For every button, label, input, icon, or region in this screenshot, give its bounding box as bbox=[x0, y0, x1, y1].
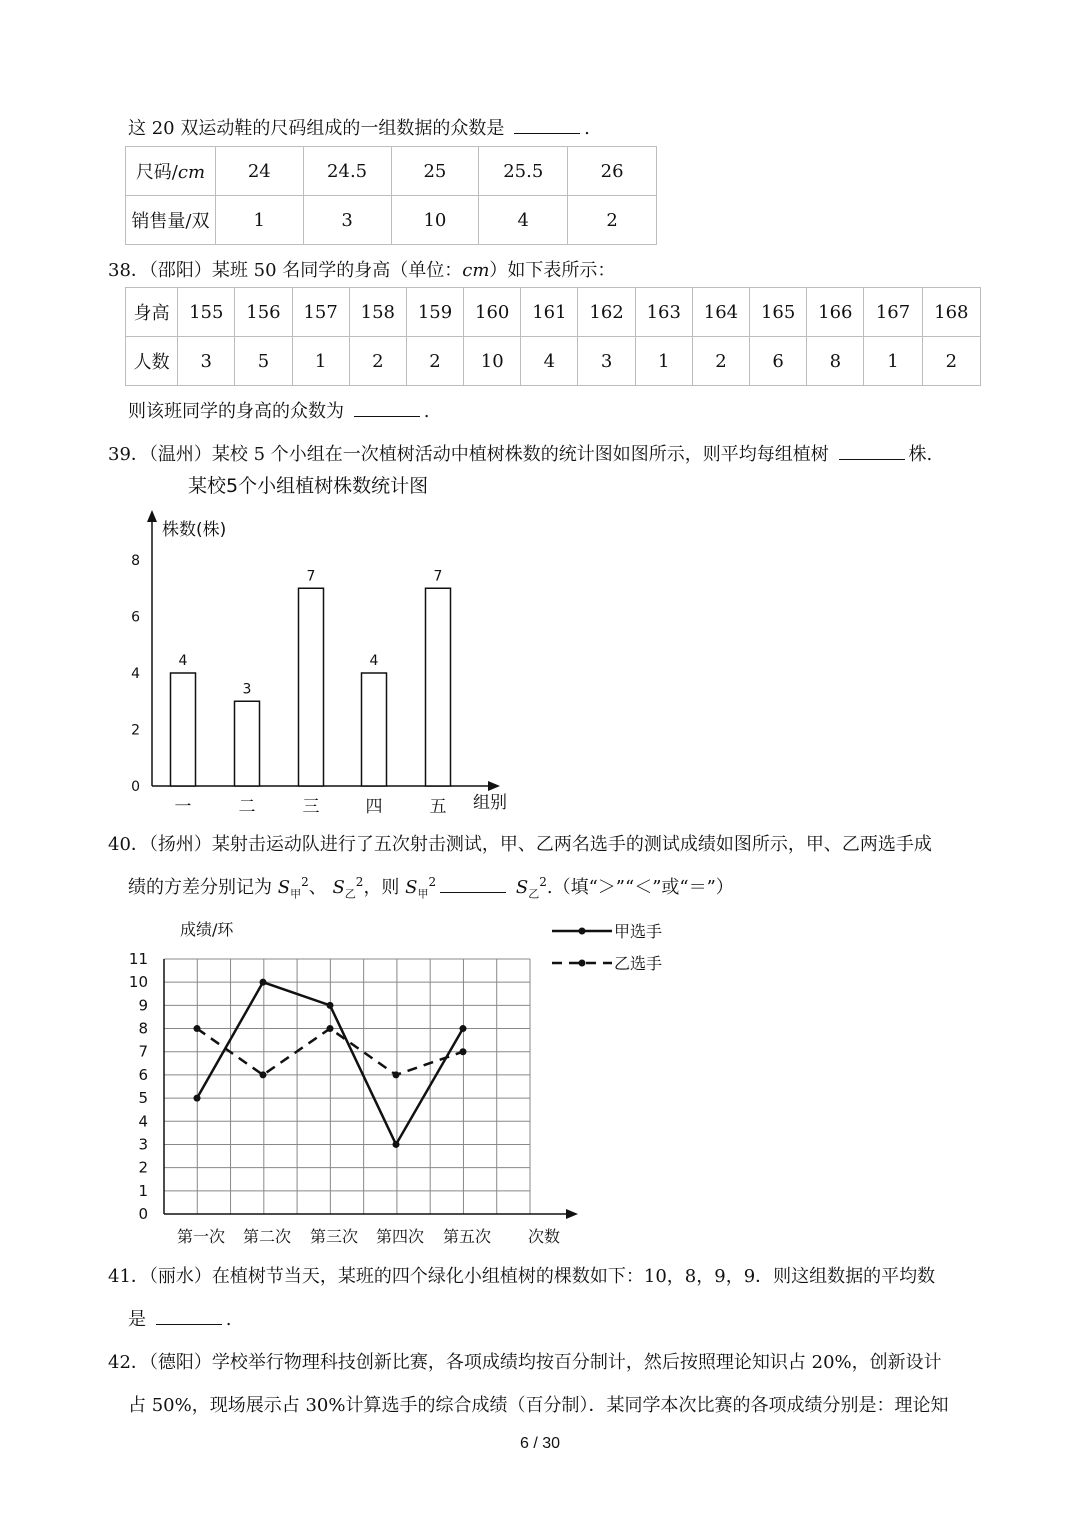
table-cell: 3 bbox=[303, 196, 391, 245]
table-cell: 1 bbox=[864, 337, 922, 386]
bar bbox=[362, 673, 387, 786]
table-cell: 167 bbox=[864, 288, 922, 337]
variance-symbol: S bbox=[277, 877, 291, 898]
table-cell: 24.5 bbox=[303, 147, 391, 196]
bar-value-label: 7 bbox=[306, 568, 316, 585]
tree-planting-bar-chart bbox=[100, 470, 560, 820]
y-tick-label: 11 bbox=[128, 950, 148, 968]
data-point bbox=[327, 1025, 334, 1032]
table-cell: 2 bbox=[406, 337, 463, 386]
q40-instruction: .（填“＞”“＜”或“＝”） bbox=[546, 877, 734, 898]
chart-title: 某校5个小组植树株数统计图 bbox=[188, 475, 429, 497]
q41-answer-blank[interactable] bbox=[156, 1308, 222, 1325]
table-cell: 157 bbox=[292, 288, 349, 337]
table-cell: 1 bbox=[215, 196, 303, 245]
table-cell: 1 bbox=[292, 337, 349, 386]
y-tick-label: 0 bbox=[138, 1205, 148, 1223]
y-tick-label: 6 bbox=[138, 1065, 148, 1084]
y-tick-label: 4 bbox=[138, 1112, 148, 1131]
bar bbox=[426, 588, 451, 786]
q38-unit: cm bbox=[462, 260, 490, 281]
variance-symbol: S bbox=[332, 877, 345, 898]
data-point bbox=[194, 1025, 201, 1032]
q38-text-b: ）如下表所示： bbox=[489, 260, 616, 281]
row-label-size: 尺码/cm bbox=[126, 147, 216, 196]
subscript-jia: 甲 bbox=[417, 887, 429, 901]
table-cell: 161 bbox=[521, 288, 578, 337]
q38-height-table bbox=[125, 287, 981, 386]
table-cell: 2 bbox=[568, 196, 657, 245]
y-tick-label: 1 bbox=[138, 1181, 148, 1200]
q38-question-text bbox=[108, 256, 615, 282]
table-cell: 25.5 bbox=[479, 147, 568, 196]
bar-value-label: 4 bbox=[369, 653, 379, 669]
legend-marker bbox=[579, 928, 586, 935]
table-row bbox=[126, 147, 657, 196]
q39-unit: 株. bbox=[908, 444, 933, 465]
x-tick-label: 第三次 bbox=[309, 1227, 359, 1246]
q37-period: . bbox=[584, 118, 590, 139]
table-row bbox=[126, 337, 981, 386]
q37-shoe-size-table bbox=[125, 146, 657, 245]
y-tick-label: 5 bbox=[138, 1089, 148, 1108]
data-point bbox=[393, 1141, 400, 1148]
variance-symbol: S bbox=[515, 877, 529, 898]
bar-value-label: 4 bbox=[178, 653, 188, 669]
table-cell: 4 bbox=[479, 196, 568, 245]
table-cell: 164 bbox=[692, 288, 749, 337]
table-cell: 2 bbox=[692, 337, 749, 386]
table-cell: 156 bbox=[235, 288, 292, 337]
table-cell: 168 bbox=[922, 288, 980, 337]
y-axis-arrow bbox=[147, 510, 157, 522]
superscript-2: 2 bbox=[355, 875, 364, 889]
data-point bbox=[327, 1002, 334, 1009]
q39-answer-blank[interactable] bbox=[839, 443, 905, 460]
q40-question-line2 bbox=[128, 873, 734, 902]
q42-question-line2: 占 50%，现场展示占 30%计算选手的综合成绩（百分制）．某同学本次比赛的各项成绩分别是：理论知 bbox=[128, 1395, 949, 1416]
table-cell: 3 bbox=[178, 337, 235, 386]
q39-text: 39．（温州）某校 5 个小组在一次植树活动中植树株数的统计图如图所示，则平均每组植树 bbox=[108, 444, 829, 465]
q38-answer-blank[interactable] bbox=[354, 400, 420, 417]
q38-text-a: 38．（邵阳）某班 50 名同学的身高（单位： bbox=[108, 260, 463, 281]
y-tick-label: 2 bbox=[131, 722, 140, 739]
superscript-2: 2 bbox=[301, 875, 309, 889]
table-cell: 1 bbox=[635, 337, 692, 386]
page-number: 6 / 30 bbox=[519, 1435, 561, 1452]
legend-label: 甲选手 bbox=[614, 922, 663, 941]
table-cell: 155 bbox=[178, 288, 235, 337]
shooting-score-line-chart bbox=[100, 910, 700, 1255]
table-cell: 10 bbox=[464, 337, 521, 386]
data-point bbox=[460, 1025, 467, 1032]
y-tick-label: 4 bbox=[131, 666, 140, 682]
q39-question-text bbox=[108, 440, 932, 466]
q38-period: . bbox=[423, 401, 430, 422]
q41-period: . bbox=[225, 1309, 232, 1330]
y-tick-label: 6 bbox=[131, 609, 140, 626]
row-label-count: 人数 bbox=[126, 337, 178, 386]
table-cell: 160 bbox=[464, 288, 521, 337]
x-tick-label: 第五次 bbox=[442, 1227, 492, 1246]
q41-question-line2 bbox=[128, 1305, 231, 1331]
subscript-jia: 甲 bbox=[290, 887, 302, 901]
q38-followup-text bbox=[128, 397, 429, 423]
y-tick-label: 0 bbox=[131, 779, 140, 795]
bar-marks bbox=[171, 568, 451, 817]
x-tick-label: 四 bbox=[365, 797, 383, 817]
table-row bbox=[126, 288, 981, 337]
q37-text: 这 20 双运动鞋的尺码组成的一组数据的众数是 bbox=[128, 118, 505, 139]
table-cell: 4 bbox=[521, 337, 578, 386]
table-cell: 165 bbox=[750, 288, 807, 337]
q41-text: 是 bbox=[128, 1309, 146, 1330]
table-cell: 26 bbox=[568, 147, 657, 196]
q37-answer-blank[interactable] bbox=[514, 117, 580, 134]
table-cell: 163 bbox=[635, 288, 692, 337]
superscript-2: 2 bbox=[539, 875, 547, 889]
data-point bbox=[260, 1071, 267, 1078]
chart-legend bbox=[552, 922, 662, 973]
q40-answer-blank[interactable] bbox=[440, 876, 506, 893]
table-cell: 159 bbox=[406, 288, 463, 337]
y-tick-label: 9 bbox=[138, 996, 148, 1015]
data-point bbox=[460, 1048, 467, 1055]
y-tick-label: 10 bbox=[128, 973, 148, 992]
legend-label: 乙选手 bbox=[614, 954, 663, 973]
x-tick-label: 二 bbox=[238, 797, 256, 817]
table-cell: 25 bbox=[391, 147, 479, 196]
q38-followup: 则该班同学的身高的众数为 bbox=[128, 401, 344, 422]
q41-question-line1: 41．（丽水）在植树节当天，某班的四个绿化小组植树的棵数如下：10，8，9，9．则这组数据的平均数 bbox=[108, 1266, 936, 1287]
table-cell: 162 bbox=[578, 288, 635, 337]
table-cell: 166 bbox=[807, 288, 864, 337]
q37-question-text bbox=[128, 114, 590, 140]
y-tick-label: 8 bbox=[131, 553, 140, 569]
x-tick-label: 一 bbox=[174, 797, 192, 817]
table-cell: 8 bbox=[807, 337, 864, 386]
row-label-sales: 销售量/双 bbox=[126, 196, 216, 245]
x-axis-label: 组别 bbox=[473, 793, 507, 813]
x-tick-label: 第一次 bbox=[176, 1227, 226, 1246]
superscript-2: 2 bbox=[428, 875, 437, 889]
bar-value-label: 7 bbox=[433, 568, 443, 585]
separator: 、 bbox=[308, 877, 327, 898]
y-axis-label: 成绩/环 bbox=[180, 920, 234, 939]
x-axis-arrow bbox=[566, 1209, 578, 1219]
then-text: ，则 bbox=[363, 877, 400, 898]
bar bbox=[171, 673, 196, 786]
table-cell: 24 bbox=[215, 147, 303, 196]
q42-question-line1: 42．（德阳）学校举行物理科技创新比赛，各项成绩均按百分制计，然后按照理论知识占 20%，创新设计 bbox=[108, 1352, 942, 1373]
variance-symbol: S bbox=[405, 877, 418, 898]
data-point bbox=[194, 1095, 201, 1102]
bar bbox=[299, 588, 324, 786]
y-tick-label: 7 bbox=[138, 1042, 148, 1061]
bar-value-label: 3 bbox=[242, 681, 252, 698]
table-cell: 6 bbox=[750, 337, 807, 386]
x-tick-label: 第二次 bbox=[242, 1227, 292, 1246]
x-tick-label: 第四次 bbox=[375, 1227, 425, 1246]
x-tick-label: 五 bbox=[429, 797, 447, 817]
subscript-yi: 乙 bbox=[344, 887, 356, 901]
legend-marker bbox=[579, 960, 586, 967]
data-point bbox=[393, 1071, 400, 1078]
y-tick-label: 3 bbox=[138, 1135, 148, 1154]
table-cell: 2 bbox=[922, 337, 980, 386]
table-cell: 10 bbox=[391, 196, 479, 245]
table-cell: 158 bbox=[349, 288, 406, 337]
q40-text: 绩的方差分别记为 bbox=[128, 877, 272, 898]
q40-question-line1: 40．（扬州）某射击运动队进行了五次射击测试，甲、乙两名选手的测试成绩如图所示，甲、乙两选手成 bbox=[108, 834, 932, 855]
table-cell: 3 bbox=[578, 337, 635, 386]
subscript-yi: 乙 bbox=[528, 887, 540, 901]
x-tick-label: 三 bbox=[302, 797, 320, 817]
bar bbox=[235, 701, 260, 786]
table-cell: 5 bbox=[235, 337, 292, 386]
x-axis-label: 次数 bbox=[528, 1227, 561, 1246]
chart-grid bbox=[164, 959, 530, 1214]
y-tick-label: 8 bbox=[138, 1019, 148, 1038]
x-axis-arrow bbox=[488, 781, 500, 791]
y-tick-label: 2 bbox=[138, 1158, 148, 1177]
table-row bbox=[126, 196, 657, 245]
row-label-height: 身高 bbox=[126, 288, 178, 337]
data-point bbox=[260, 979, 267, 986]
table-cell: 2 bbox=[349, 337, 406, 386]
y-axis-label: 株数(株) bbox=[162, 520, 227, 540]
